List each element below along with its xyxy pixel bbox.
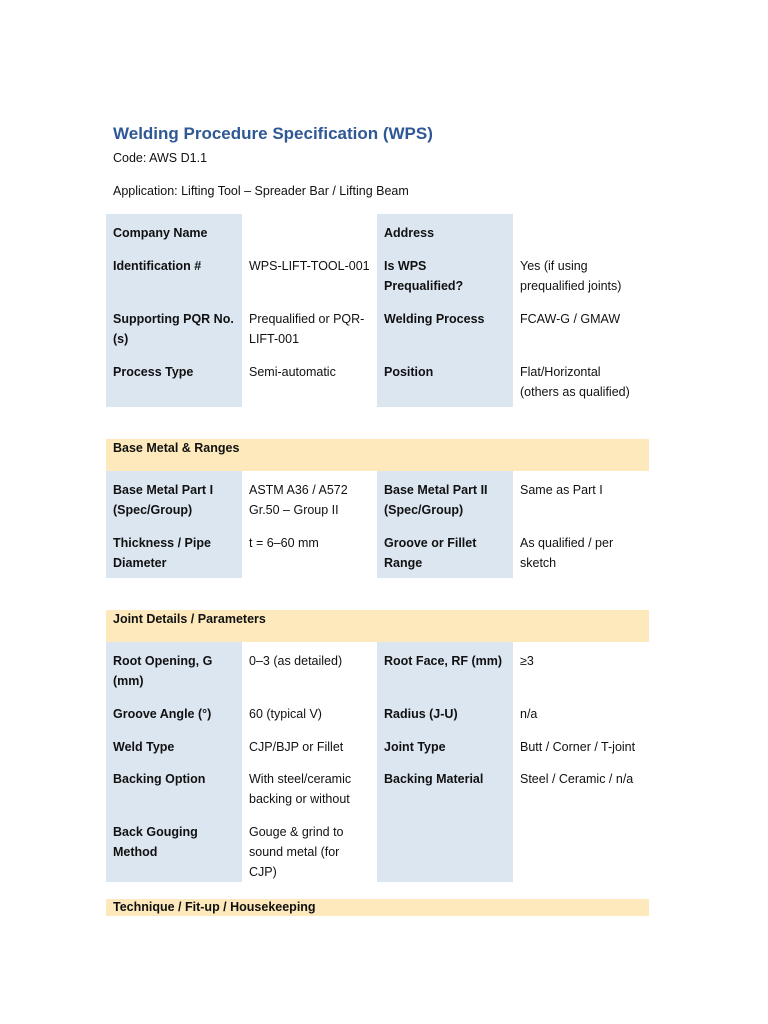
identification-value: WPS-LIFT-TOOL-001	[249, 259, 370, 273]
joint-type-label: Joint Type	[377, 728, 513, 760]
table-row	[106, 760, 649, 813]
joint-type-value: Butt / Corner / T-joint	[520, 740, 636, 754]
backing-material-label: Backing Material	[377, 760, 513, 813]
table-row	[106, 728, 649, 760]
pqr-label: Supporting PQR No. (s)	[106, 300, 242, 353]
table-row	[106, 642, 649, 695]
thickness-value: t = 6–60 mm	[249, 536, 319, 550]
backing-option-value: With steel/ceramic backing or without	[249, 772, 352, 806]
back-gouging-value: Gouge & grind to sound metal (for CJP)	[249, 825, 344, 879]
table-row	[106, 813, 649, 882]
joint-details-header: Joint Details / Parameters	[106, 610, 649, 642]
table-row	[106, 214, 649, 247]
address-value	[513, 214, 649, 247]
application-line: Application: Lifting Tool – Spreader Bar / Lifting Beam	[113, 184, 409, 198]
table-row	[106, 300, 649, 353]
root-opening-value: 0–3 (as detailed)	[249, 654, 343, 668]
empty-label-cell	[377, 813, 513, 882]
base-metal-part2-label: Base Metal Part II (Spec/Group)	[377, 471, 513, 524]
root-face-value: ≥3	[520, 654, 534, 668]
position-label: Position	[377, 353, 513, 407]
groove-angle-label: Groove Angle (°)	[106, 695, 242, 728]
code-line: Code: AWS D1.1	[113, 151, 208, 165]
root-face-label: Root Face, RF (mm)	[377, 642, 513, 695]
table-row	[106, 353, 649, 407]
base-metal-part1-label: Base Metal Part I (Spec/Group)	[106, 471, 242, 524]
process-type-label: Process Type	[106, 353, 242, 407]
position-value: Flat/Horizontal (others as qualified)	[520, 365, 630, 399]
root-opening-label: Root Opening, G (mm)	[106, 642, 242, 695]
empty-value-cell	[513, 813, 649, 882]
prequalified-value: Yes (if using prequalified joints)	[520, 259, 622, 293]
welding-process-value: FCAW-G / GMAW	[520, 312, 621, 326]
company-name-value	[242, 214, 377, 247]
general-info-table	[106, 214, 649, 407]
groove-range-value: As qualified / per sketch	[520, 536, 614, 570]
table-row	[106, 247, 649, 300]
radius-label: Radius (J-U)	[377, 695, 513, 728]
radius-value: n/a	[520, 707, 538, 721]
backing-material-value: Steel / Ceramic / n/a	[520, 772, 634, 786]
address-label: Address	[377, 214, 513, 247]
document-title: Welding Procedure Specification (WPS)	[113, 124, 433, 143]
identification-label: Identification #	[106, 247, 242, 300]
weld-type-label: Weld Type	[106, 728, 242, 760]
joint-details-table	[106, 642, 649, 882]
company-name-label: Company Name	[106, 214, 242, 247]
groove-angle-value: 60 (typical V)	[249, 707, 322, 721]
base-metal-table	[106, 471, 649, 578]
pqr-value: Prequalified or PQR-LIFT-001	[249, 312, 365, 346]
weld-type-value: CJP/BJP or Fillet	[249, 740, 344, 754]
groove-range-label: Groove or Fillet Range	[377, 524, 513, 578]
base-metal-part2-value: Same as Part I	[520, 483, 603, 497]
table-row	[106, 695, 649, 728]
table-row	[106, 524, 649, 578]
welding-process-label: Welding Process	[377, 300, 513, 353]
thickness-label: Thickness / Pipe Diameter	[106, 524, 242, 578]
technique-header: Technique / Fit-up / Housekeeping	[106, 899, 649, 916]
backing-option-label: Backing Option	[106, 760, 242, 813]
base-metal-part1-value: ASTM A36 / A572 Gr.50 – Group II	[249, 483, 348, 517]
back-gouging-label: Back Gouging Method	[106, 813, 242, 882]
prequalified-label: Is WPS Prequalified?	[377, 247, 513, 300]
table-row	[106, 471, 649, 524]
process-type-value: Semi-automatic	[249, 365, 336, 379]
base-metal-header: Base Metal & Ranges	[106, 439, 649, 471]
